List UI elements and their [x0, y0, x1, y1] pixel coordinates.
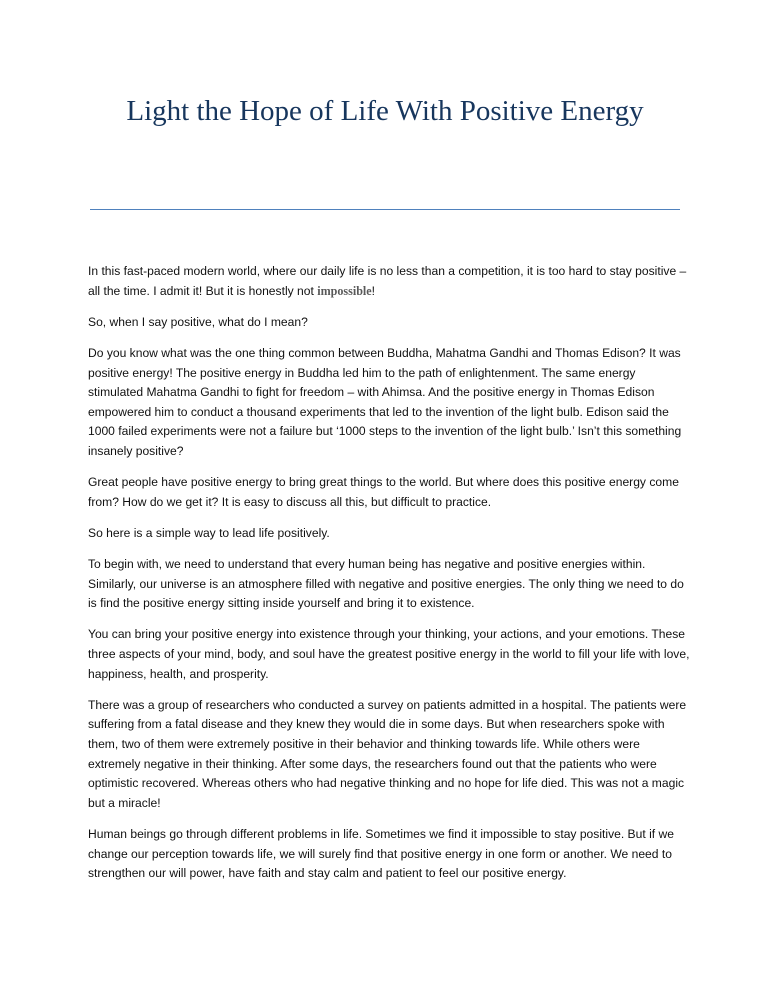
- paragraph-1-text: In this fast-paced modern world, where our daily life is no less than a competition, it is too hard to stay positive – all the time. I admit it! But it is honestly not: [88, 264, 687, 298]
- document-title: Light the Hope of Life With Positive Energy: [126, 95, 644, 127]
- body-paragraph-6: To begin with, we need to understand that every human being has negative and positive energies within. Similarly, our universe is an atmosphere filled with negative and positive energies. The only thing we need to do is find the positive energy sitting inside yourself and bring it to existence.: [88, 557, 684, 611]
- title-divider: [90, 209, 680, 210]
- body-paragraph-4: Great people have positive energy to bring great things to the world. But where does this positive energy come from? How do we get it? It is easy to discuss all this, but difficult to practice.: [88, 475, 679, 509]
- body-paragraph-2: So, when I say positive, what do I mean?: [88, 314, 308, 329]
- body-paragraph-9: Human beings go through different problems in life. Sometimes we find it impossible to stay positive. But if we change our perception towards life, we will surely find that positive energy in one form or another. We need to strengthen our will power, have faith and stay calm and patient to feel our positive energy.: [88, 827, 674, 881]
- document-body: [88, 262, 690, 895]
- body-paragraph-7: You can bring your positive energy into existence through your thinking, your actions, and your emotions. These three aspects of your mind, body, and soul have the greatest positive energy in the world to fill your life with love, happiness, health, and prosperity.: [88, 627, 690, 681]
- body-paragraph-1: [88, 262, 690, 301]
- body-paragraph-5: So here is a simple way to lead life positively.: [88, 525, 330, 540]
- body-paragraph-3: Do you know what was the one thing common between Buddha, Mahatma Gandhi and Thomas Edison? It was positive energy! The positive energy in Buddha led him to the path of enlightenment. The same energy stimulated Mahatma Gandhi to fight for freedom – with Ahimsa. And the positive energy in Thomas Edison empowered him to conduct a thousand experiments that led to the invention of the light bulb. Edison said the 1000 failed experiments were not a failure but ‘1000 steps to the invention of the light bulb.’ Isn’t this something insanely positive?: [88, 345, 682, 458]
- paragraph-1-end: !: [371, 283, 376, 298]
- body-paragraph-8: There was a group of researchers who conducted a survey on patients admitted in a hospital. The patients were suffering from a fatal disease and they knew they would die in some days. But when researchers spoke with them, two of them were extremely positive in their behavior and thinking towards life. While others were extremely negative in their thinking. After some days, the researchers found out that the patients who were optimistic recovered. Whereas others who had negative thinking and no hope for life died. This was not a magic but a miracle!: [88, 697, 687, 810]
- emphasized-word: impossible: [317, 283, 372, 298]
